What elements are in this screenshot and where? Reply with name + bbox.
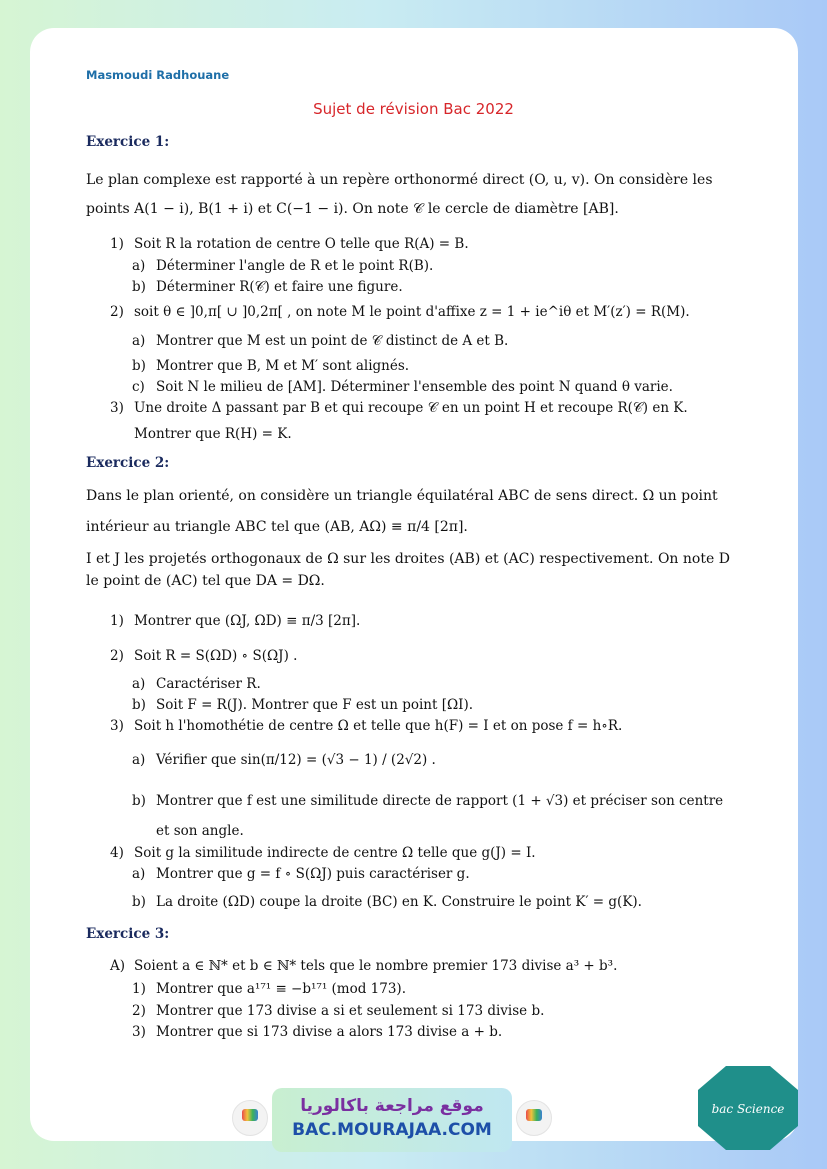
ex2-question-1: 1) Montrer que (ΩJ, ΩD) ≡ π/3 [2π]. (110, 613, 361, 629)
ex1-question-2b: b) Montrer que B, M et M′ sont alignés. (132, 358, 410, 374)
ex2-question-3b-line-2: et son angle. (156, 823, 244, 839)
ex1-intro-line-1: Le plan complexe est rapporté à un repère orthonormé direct (O, u, v). On considère les (86, 172, 713, 188)
ex2-question-4: 4) Soit g la similitude indirecte de centre Ω telle que g(J) = I. (110, 845, 536, 861)
ex1-question-1a: a) Déterminer l'angle de R et le point R(B). (132, 258, 434, 274)
ex1-question-1b: b) Déterminer R(𝒞) et faire une figure. (132, 279, 403, 295)
ex2-question-2: 2) Soit R = S(ΩD) ∘ S(ΩJ) . (110, 648, 298, 664)
site-logo-left-icon (232, 1100, 268, 1136)
ex1-question-3-line-2: Montrer que R(H) = K. (134, 426, 292, 442)
author-name: Masmoudi Radhouane (86, 68, 230, 82)
bac-science-logo (696, 1064, 800, 1152)
ex2-question-3: 3) Soit h l'homothétie de centre Ω et telle que h(F) = I et on pose f = h∘R. (110, 718, 623, 734)
ex2-question-3b: b) Montrer que f est une similitude directe de rapport (1 + √3) et préciser son centre (132, 793, 724, 809)
ex1-question-1: 1) Soit R la rotation de centre O telle que R(A) = B. (110, 236, 469, 252)
footer-arabic-title: موقع مراجعة باكالوريا (300, 1096, 484, 1116)
exercise-3-title: Exercice 3: (86, 926, 170, 942)
ex1-question-2c: c) Soit N le milieu de [AM]. Déterminer l'ensemble des point N quand θ varie. (132, 379, 673, 395)
ex2-question-2a: a) Caractériser R. (132, 676, 261, 692)
ex2-intro-line-3: I et J les projetés orthogonaux de Ω sur les droites (AB) et (AC) respectivement. On note D (86, 551, 730, 567)
ex1-question-3: 3) Une droite Δ passant par B et qui recoupe 𝒞 en un point H et recoupe R(𝒞) en K. (110, 400, 688, 416)
ex3-question-1: 1) Montrer que a¹⁷¹ ≡ −b¹⁷¹ (mod 173). (132, 981, 406, 997)
ex3-question-A: A) Soient a ∈ ℕ* et b ∈ ℕ* tels que le nombre premier 173 divise a³ + b³. (110, 958, 618, 974)
ex2-question-4a: a) Montrer que g = f ∘ S(ΩJ) puis caractériser g. (132, 866, 470, 882)
ex2-intro-line-2: intérieur au triangle ABC tel que (AB, AΩ) ≡ π/4 [2π]. (86, 519, 468, 535)
ex1-question-2: 2) soit θ ∈ ]0,π[ ∪ ]0,2π[ , on note M le point d'affixe z = 1 + ie^iθ et M′(z′) = R(M). (110, 304, 690, 320)
ex3-question-2: 2) Montrer que 173 divise a si et seulement si 173 divise b. (132, 1003, 545, 1019)
ex2-question-2b: b) Soit F = R(J). Montrer que F est un point [ΩI). (132, 697, 474, 713)
site-logo-right-icon (516, 1100, 552, 1136)
bac-science-logo-text: bac Science (711, 1102, 785, 1116)
ex1-question-2a: a) Montrer que M est un point de 𝒞 distinct de A et B. (132, 333, 509, 349)
ex2-intro-line-1: Dans le plan orienté, on considère un triangle équilatéral ABC de sens direct. Ω un point (86, 488, 718, 504)
ex3-question-3: 3) Montrer que si 173 divise a alors 173 divise a + b. (132, 1024, 503, 1040)
ex2-question-4b: b) La droite (ΩD) coupe la droite (BC) en K. Construire le point K′ = g(K). (132, 894, 642, 910)
footer-url-link[interactable]: BAC.MOURAJAA.COM (292, 1120, 492, 1140)
exercise-2-title: Exercice 2: (86, 455, 170, 471)
exercise-1-title: Exercice 1: (86, 134, 170, 150)
ex1-intro-line-2: points A(1 − i), B(1 + i) et C(−1 − i). On note 𝒞 le cercle de diamètre [AB]. (86, 201, 619, 217)
ex2-question-3a: a) Vérifier que sin(π/12) = (√3 − 1) / (2√2) . (132, 752, 436, 768)
page-title: Sujet de révision Bac 2022 (313, 100, 514, 118)
footer-banner[interactable] (272, 1088, 512, 1152)
ex2-intro-line-4: le point de (AC) tel que DA = DΩ. (86, 573, 325, 589)
